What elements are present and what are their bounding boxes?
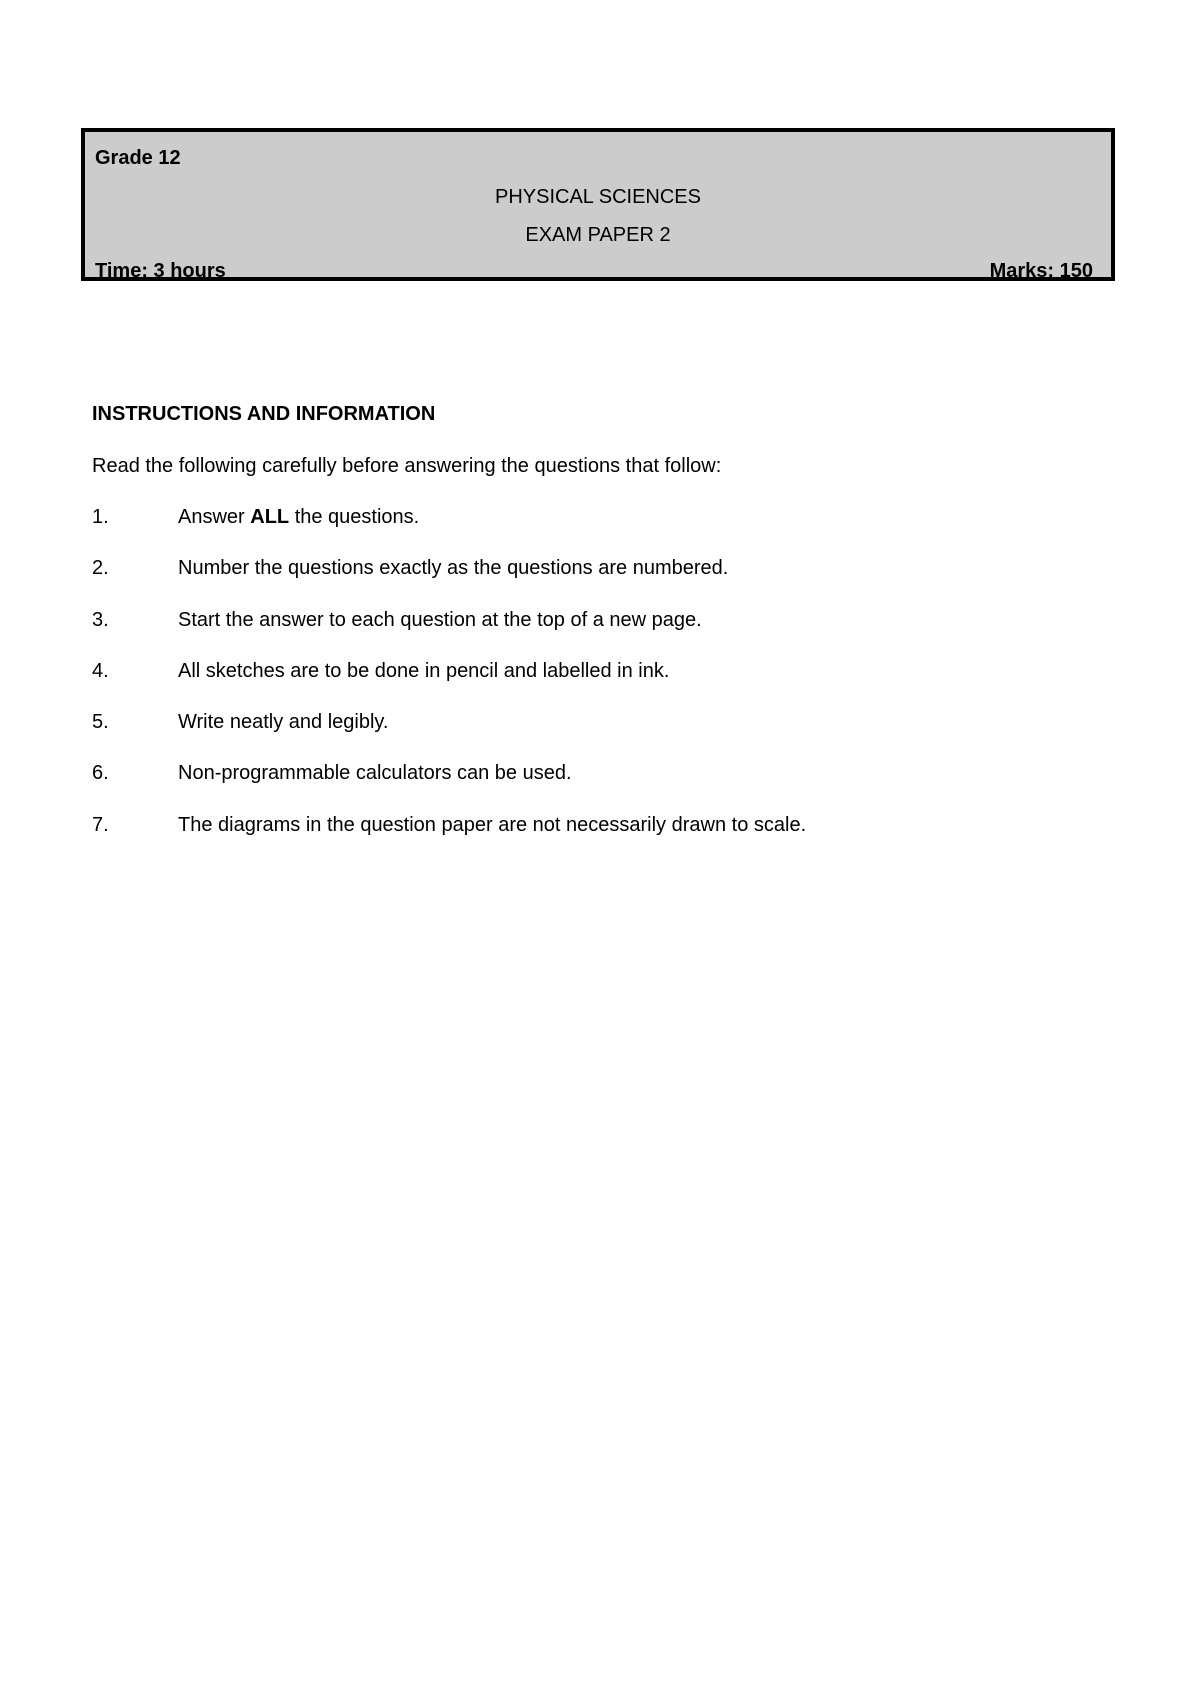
instruction-item: [92, 813, 1092, 864]
instruction-number: 6.: [92, 762, 109, 785]
instruction-text-emphasis: ALL: [250, 506, 290, 528]
instruction-text: Start the answer to each question at the top of a new page.: [178, 608, 702, 631]
instruction-text-part: the questions.: [289, 506, 420, 528]
instruction-number: 2.: [92, 557, 109, 580]
instruction-item: [92, 710, 1092, 761]
grade-label: Grade 12: [95, 147, 181, 169]
instruction-number: 3.: [92, 608, 109, 631]
instruction-number: 5.: [92, 711, 109, 734]
instruction-text: Number the questions exactly as the questions are numbered.: [178, 557, 729, 580]
instructions-intro: Read the following carefully before answering the questions that follow:: [92, 455, 722, 477]
paper-title: EXAM PAPER 2: [525, 224, 671, 246]
instructions-heading: INSTRUCTIONS AND INFORMATION: [92, 403, 436, 425]
instruction-item: [92, 556, 1092, 607]
instruction-text: The diagrams in the question paper are not necessarily drawn to scale.: [178, 813, 807, 836]
time-label: Time: 3 hours: [95, 260, 226, 282]
instructions-list: [92, 505, 1092, 864]
instruction-item: [92, 659, 1092, 710]
instruction-text: All sketches are to be done in pencil and labelled in ink.: [178, 659, 670, 682]
marks-label: Marks: 150: [989, 260, 1093, 282]
instruction-text-part: Answer: [178, 506, 251, 528]
instruction-number: 4.: [92, 659, 109, 682]
instruction-text: Write neatly and legibly.: [178, 711, 389, 734]
instruction-item: [92, 505, 1092, 556]
instruction-item: [92, 761, 1092, 812]
subject-title: PHYSICAL SCIENCES: [495, 186, 701, 208]
instruction-number: 7.: [92, 813, 109, 836]
instruction-text: [178, 505, 419, 529]
instruction-number: 1.: [92, 506, 109, 528]
instruction-item: [92, 608, 1092, 659]
exam-header-box: [81, 128, 1115, 281]
instruction-text: Non-programmable calculators can be used.: [178, 762, 572, 785]
